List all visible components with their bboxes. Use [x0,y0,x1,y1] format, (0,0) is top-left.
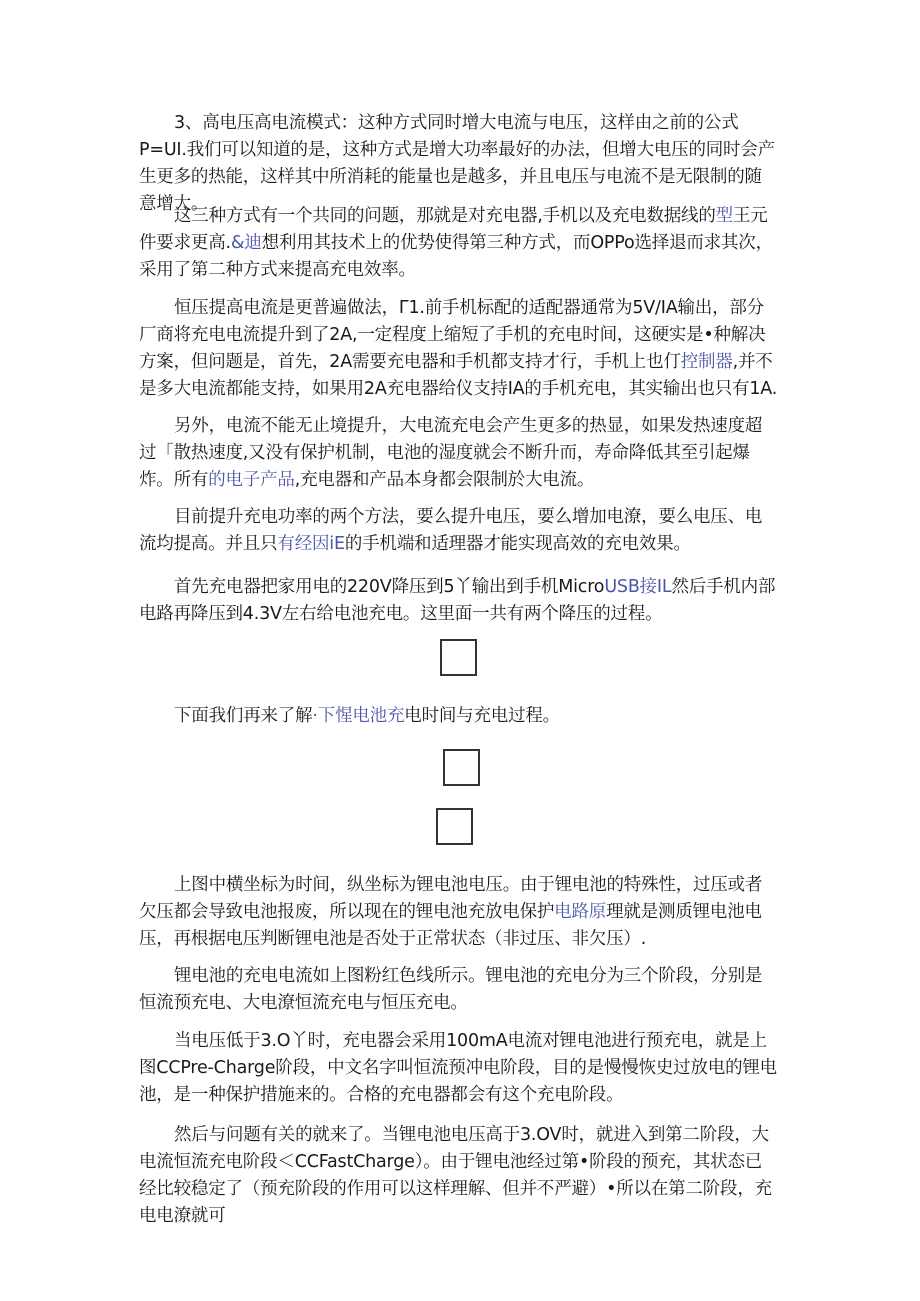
text-segment: 王元件要求更高. [139,206,768,253]
text-segment: 理就是测质锂电池电压，再根据电压判断锂电池是否处于正常状态（非过压、非欠压）. [139,902,762,949]
text-segment: 电时间与充电过程。 [404,706,560,726]
inline-link[interactable]: 的电子产品 [208,470,295,490]
text-segment: 然后手机内部电路再降压到4.3V左右给电池充电。这里面一共有两个降压的过程。 [139,577,776,624]
text-segment: 另外，电流不能无止境提升，大电流充电会产生更多的热显，如果发热速度超过「散热速度,又没有保护机制，电池的湿度就会不断升而，寿命降低其至引起爆炸。所有 [139,416,763,490]
inline-link[interactable]: 有经因iE [277,534,345,554]
inline-link[interactable]: USB接IL [604,577,672,597]
paragraph-4 [139,413,779,494]
paragraph-1 [139,110,779,218]
text-segment: 当电压低于3.O丫时，充电器会采用100mA电流对锂电池进行预充电，就是上图CCPre-Charge阶段，中文名字叫恒流预冲电阶段，目的是慢慢恢史过放电的锂电池，是一种保护措施来的。合格的充电器都会有这个充电阶段。 [139,1031,777,1105]
paragraph-7 [139,703,779,730]
text-segment: 然后与问题有关的就来了。当锂电池电压高于3.OV时，就进入到第二阶段，大电流恒流充电阶段＜CCFastCharge）。由于锂电池经过第•阶段的预充，其状态已经比较稳定了（预充阶段的作用可以这样理解、但并不严避）•所以在第二阶段，充电电潦就可 [139,1125,772,1226]
image-placeholder-2 [443,749,480,786]
text-segment: 首先充电器把家用电的220V降压到5丫输出到手机Micro [174,577,605,597]
text-segment: 这三种方式有一个共同的问题，那就是对充电器,手机以及充电数据线的 [174,206,716,226]
paragraph-6 [139,574,779,628]
paragraph-5 [139,504,779,558]
paragraph-9 [139,963,779,1017]
paragraph-8 [139,872,779,953]
text-segment: 上图中横坐标为时间，纵坐标为锂电池电压。由于锂电池的特殊性，过压或者欠压都会导致电池报废，所以现在的锂电池充放电保护 [139,875,763,922]
paragraph-11 [139,1122,779,1230]
text-segment: 的手机端和适理器才能实现高效的充电效果。 [344,534,691,554]
text-segment: ,并不是多大电流都能支持，如果用2A充电器给仪支持IA的手机充电，其实输出也只有1A. [139,352,778,399]
text-segment: 锂电池的充电电流如上图粉红色线所示。锂电池的充电分为三个阶段，分别是恒流预充电、大电潦恒流充电与恒压充电。 [139,966,763,1013]
text-segment: 恒压提高电流是更普遍做法，Γ1.前手机标配的适配器通常为5V∕IA输出，部分厂商将充电电流提升到了2A,一定程度上缩短了手机的充电时间，这硬实是•种解决方案，但问题是，首先，2A需要充电器和手机都支持才行，手机上也仃 [139,298,766,372]
text-segment: 3、高电压高电流模式：这种方式同时增大电流与电压，这样由之前的公式P=UI.我们可以知道的是，这种方式是增大功率最好的办法，但增大电压的同时会产生更多的热能，这样其中所消耗的能量也是越多，并且电压与电流不是无限制的随意增大。 [139,113,775,214]
image-placeholder-1 [440,639,477,676]
inline-link[interactable]: 型 [715,206,733,226]
inline-link[interactable]: 控制器 [680,352,733,372]
paragraph-10 [139,1028,779,1109]
image-placeholder-3 [436,808,473,845]
text-segment: 想利用其技术上的优势使得第三种方式，而OPPo选择退而求其次，采用了第二种方式来提高充电效率。 [139,233,773,280]
text-segment: 下面我们再来了解 [174,706,313,726]
inline-link[interactable]: ·下惺电池充 [312,706,405,726]
text-segment: ,充电器和产品本身都会限制於大电流。 [294,470,595,490]
text-segment: 目前提升充电功率的两个方法，要么提升电压，要么增加电潦，要么电压、电流均提高。并且只 [139,507,763,554]
inline-link[interactable]: &迪 [230,233,262,253]
paragraph-2 [139,203,779,284]
paragraph-3 [139,295,779,403]
inline-link[interactable]: 电路原 [554,902,607,922]
